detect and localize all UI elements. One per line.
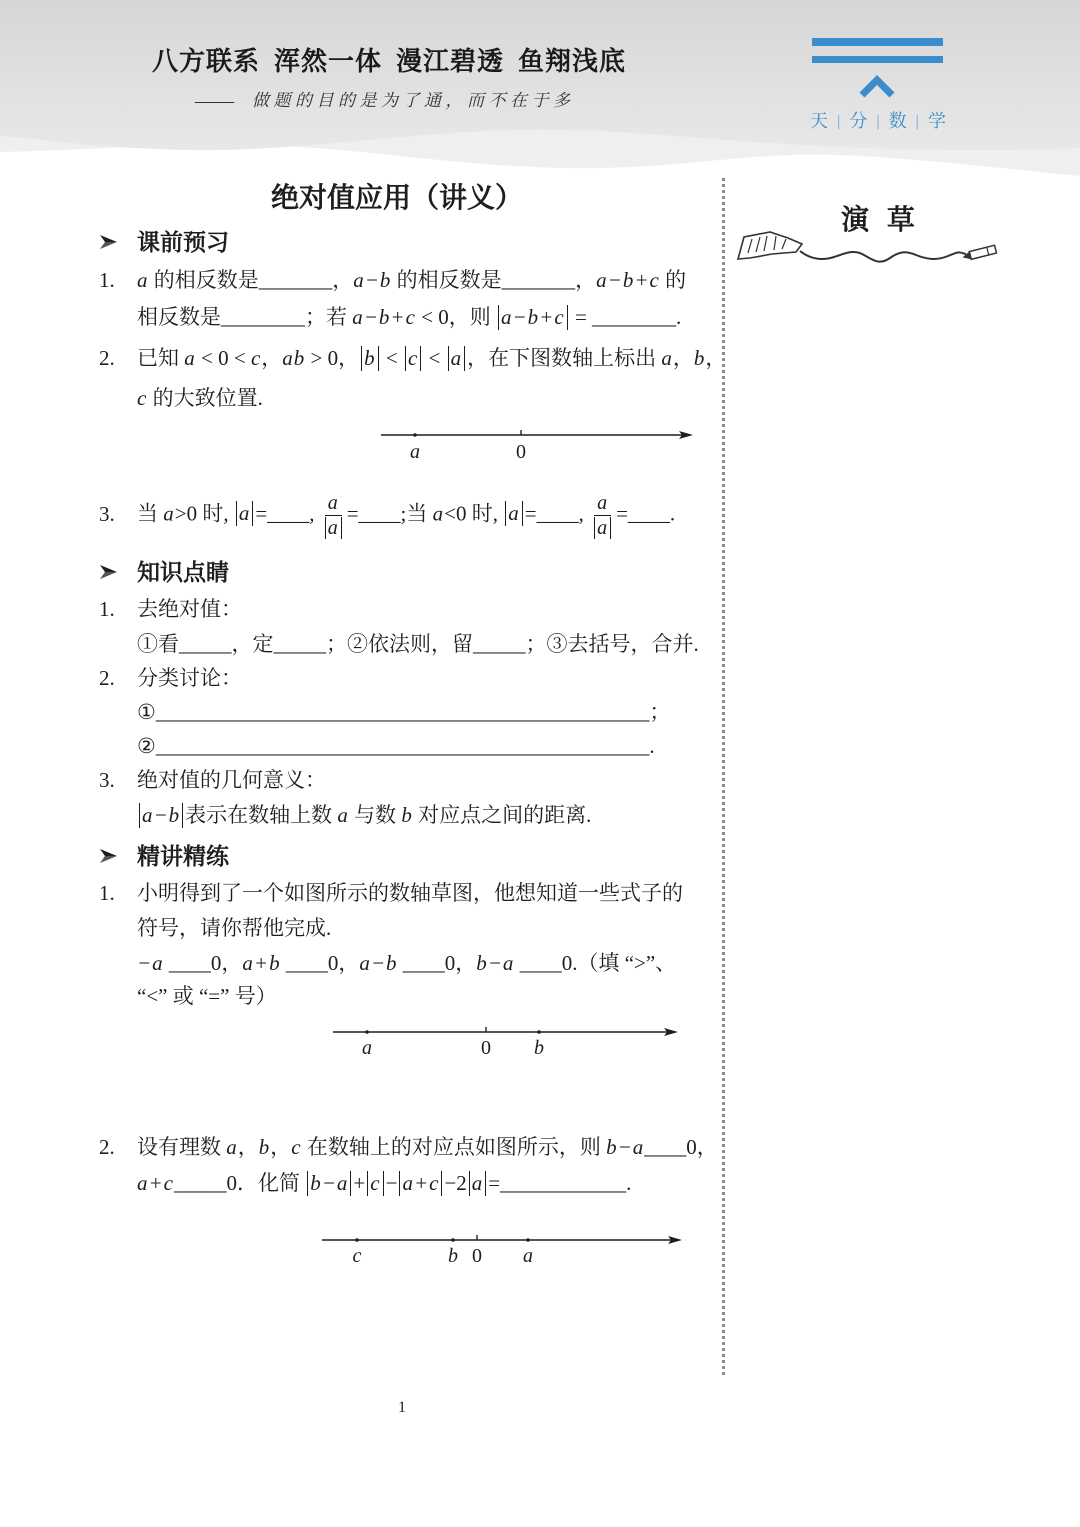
math-expression: a	[327, 517, 339, 539]
point-marker	[355, 1238, 359, 1242]
item-number: 2.	[99, 346, 115, 370]
text-run: =	[616, 501, 628, 526]
text-run: 在数轴上的对应点如图所示，则	[301, 1135, 607, 1159]
fraction	[592, 492, 613, 539]
text-run: <0 时,	[444, 501, 504, 526]
point-marker	[365, 1030, 369, 1034]
motto-phrase: 漫江碧透	[396, 47, 505, 77]
text-run: =	[569, 305, 593, 329]
text-run: ，	[332, 268, 354, 292]
answer-blank: _______	[258, 268, 333, 292]
text-run: .	[626, 1171, 632, 1195]
absolute-value	[594, 517, 611, 539]
number-line	[310, 1223, 695, 1268]
text-run: 0，	[327, 951, 360, 975]
fraction-denominator	[323, 516, 344, 539]
text-run: ，	[705, 346, 727, 370]
text-line	[137, 302, 681, 332]
text-run: 的	[659, 268, 687, 292]
text-line	[137, 981, 277, 1011]
text-run: ①看	[137, 632, 179, 656]
answer-blank: ____	[358, 501, 401, 526]
math-expression: b−a	[606, 1135, 645, 1159]
text-run: 与数	[348, 803, 402, 827]
math-expression: a	[432, 501, 445, 526]
point-label: a	[410, 441, 420, 463]
answer-blank: _______________________________________________	[155, 700, 650, 724]
text-run: <	[423, 346, 446, 370]
text-run: =	[524, 501, 537, 526]
math-expression: a−b+c	[352, 305, 416, 329]
fraction-numerator	[594, 492, 611, 516]
number-line	[370, 420, 710, 465]
answer-blank: _______	[501, 268, 576, 292]
brand-char: 学	[927, 111, 946, 132]
text-run: 分类讨论：	[137, 666, 242, 690]
text-line	[137, 800, 591, 830]
subtitle-text: 做题的目的是为了通，而不在于多	[252, 91, 575, 110]
point-label: 0	[481, 1037, 491, 1059]
answer-blank: _______________________________________________	[155, 734, 650, 758]
math-expression: a+c	[402, 1171, 440, 1195]
text-run: ②	[137, 734, 156, 758]
math-expression: −a	[137, 951, 164, 975]
text-line	[137, 913, 331, 943]
brand-char: 分	[849, 111, 868, 132]
text-line	[137, 383, 263, 413]
text-run: ；③去括号，合并.	[525, 632, 699, 656]
item-number: 2.	[99, 1135, 115, 1159]
text-run: .	[669, 501, 676, 526]
math-expression: a	[238, 501, 251, 526]
item-number: 1.	[99, 597, 115, 621]
fraction	[323, 492, 344, 539]
text-run: ；	[649, 700, 671, 724]
text-run: 符号，请你帮他完成.	[137, 916, 332, 940]
text-run: 小明得到了一个如图所示的数轴草图，他想知道一些式子的	[137, 881, 683, 905]
text-run: 相反数是	[137, 305, 221, 329]
absolute-value	[448, 346, 466, 371]
section-heading: 知识点睛	[137, 560, 229, 586]
scratch-title: 演 草	[841, 203, 919, 236]
text-run: .	[676, 305, 682, 329]
brand-name	[810, 110, 946, 134]
absolute-value	[498, 305, 568, 330]
absolute-value	[236, 501, 254, 526]
text-run: ①	[137, 700, 156, 724]
item-number: 1.	[99, 881, 115, 905]
page-number: 1	[398, 1399, 406, 1416]
math-expression: b−a	[310, 1171, 349, 1195]
text-run: ，	[237, 1135, 259, 1159]
text-run: =	[255, 501, 268, 526]
text-run: ;当	[400, 501, 433, 526]
text-run: 的大致位置.	[147, 386, 263, 410]
text-run: +	[353, 1171, 366, 1195]
answer-blank: ____	[285, 951, 328, 975]
motto-phrase: 鱼翔浅底	[518, 47, 627, 77]
answer-blank: ____	[627, 501, 670, 526]
point-label: a	[362, 1037, 372, 1059]
absolute-value	[405, 346, 421, 371]
text-line	[137, 492, 675, 539]
point-marker	[537, 1030, 541, 1034]
logo-bar-bottom	[812, 56, 943, 63]
text-run: ；②依法则，留	[326, 632, 473, 656]
arrow-bullet-icon	[99, 848, 118, 864]
point-label: 0	[516, 441, 526, 463]
math-expression: a	[450, 346, 463, 370]
text-run: 绝对值的几何意义：	[137, 768, 326, 792]
answer-blank: _____	[273, 632, 326, 656]
math-expression: a+b	[242, 951, 281, 975]
text-run: ,	[309, 501, 320, 526]
fraction-numerator	[325, 492, 342, 516]
text-run: ，定	[231, 632, 274, 656]
answer-blank: ____	[267, 501, 310, 526]
item-number: 3.	[99, 768, 115, 792]
text-run: 0.（填 “>”、	[561, 951, 677, 975]
text-run: ，	[672, 346, 694, 370]
logo-bar-top	[812, 38, 943, 46]
text-line	[137, 1168, 631, 1198]
absolute-value	[307, 1171, 351, 1196]
text-run: < 0，则	[415, 305, 497, 329]
absolute-value	[505, 501, 523, 526]
text-run: 去绝对值：	[137, 597, 242, 621]
answer-blank: ____	[519, 951, 562, 975]
math-expression: a−b	[353, 268, 392, 292]
math-expression: c	[370, 1171, 381, 1195]
item-number: 2.	[99, 666, 115, 690]
text-run: 0，	[444, 951, 477, 975]
math-expression: b	[364, 346, 376, 370]
math-expression: a	[226, 1135, 238, 1159]
math-expression: c	[137, 386, 148, 410]
math-expression: b−a	[476, 951, 515, 975]
subtitle-dash: ——	[195, 90, 233, 112]
page-title: 绝对值应用（讲义）	[270, 181, 523, 214]
brand-separator: |	[875, 114, 881, 130]
answer-blank: ________	[221, 305, 305, 329]
math-expression: a+c	[137, 1171, 174, 1195]
answer-blank: ________	[592, 305, 677, 329]
point-label: c	[352, 1245, 362, 1267]
brand-separator: |	[914, 114, 920, 130]
point-marker	[526, 1238, 530, 1242]
text-run: 0，	[686, 1135, 718, 1159]
math-expression: a−b	[359, 951, 398, 975]
math-expression: a	[597, 492, 609, 514]
text-line	[137, 594, 242, 624]
math-expression: c	[407, 346, 419, 370]
item-number: 3.	[99, 502, 115, 526]
text-line	[137, 697, 670, 727]
text-run: >0 时,	[174, 501, 234, 526]
arrow-bullet-icon	[99, 234, 118, 250]
text-line	[137, 1132, 718, 1162]
math-expression: a	[508, 501, 520, 526]
text-run: =	[346, 501, 359, 526]
text-line	[137, 343, 726, 373]
math-expression: a	[184, 346, 196, 370]
absolute-value	[325, 517, 342, 539]
answer-blank: _____	[473, 632, 526, 656]
math-expression: a−b	[142, 803, 181, 827]
item-number: 1.	[99, 268, 115, 292]
answer-blank: ____	[644, 1135, 687, 1159]
text-line	[137, 663, 242, 693]
text-run: ，	[270, 1135, 292, 1159]
point-marker	[451, 1238, 455, 1242]
text-run: 0，	[210, 951, 243, 975]
math-expression: a−b+c	[501, 305, 565, 329]
text-run: .	[649, 734, 655, 758]
text-run: ；若	[305, 305, 353, 329]
text-run: ,	[578, 501, 590, 526]
number-line	[320, 1015, 690, 1060]
text-run: <	[380, 346, 403, 370]
text-run: 的相反数是	[148, 268, 259, 292]
brand-separator: |	[836, 114, 842, 130]
math-expression: b	[693, 346, 706, 370]
text-run: < 0 <	[195, 346, 251, 370]
text-line	[137, 765, 326, 795]
text-run: ，	[575, 268, 597, 292]
absolute-value	[361, 346, 379, 371]
brand-char: 数	[888, 111, 907, 132]
text-run: “<” 或 “=” 号）	[137, 984, 277, 1008]
brand-char: 天	[810, 111, 828, 132]
text-line	[137, 265, 686, 295]
absolute-value	[399, 1171, 442, 1196]
text-run: −	[385, 1171, 398, 1195]
answer-blank: _____	[174, 1171, 227, 1195]
math-expression: b	[401, 803, 413, 827]
math-expression: a	[471, 1171, 484, 1195]
text-line	[137, 731, 655, 761]
answer-blank: ____	[536, 501, 579, 526]
point-label: 0	[472, 1245, 482, 1267]
answer-blank: ____	[168, 951, 211, 975]
text-run: 0．化简	[226, 1171, 306, 1195]
section-heading: 课前预习	[137, 230, 229, 256]
text-run: ，	[261, 346, 283, 370]
answer-blank: _____	[179, 632, 232, 656]
text-line	[137, 878, 683, 908]
math-expression: a	[661, 346, 673, 370]
text-run: > 0，	[305, 346, 360, 370]
answer-blank: ____________	[500, 1171, 627, 1195]
section-heading: 精讲精练	[137, 844, 229, 870]
text-run: 的相反数是	[391, 268, 502, 292]
math-expression: a	[327, 492, 339, 514]
text-run: 当	[137, 501, 164, 526]
point-label: a	[523, 1245, 533, 1267]
arrow-bullet-icon	[99, 564, 118, 580]
text-run: =	[488, 1171, 501, 1195]
math-expression: ab	[282, 346, 306, 370]
text-run: −2	[444, 1171, 467, 1195]
math-expression: a	[137, 268, 149, 292]
answer-blank: ____	[402, 951, 445, 975]
math-expression: a−b+c	[596, 268, 660, 292]
text-run: 表示在数轴上数	[185, 803, 338, 827]
text-line	[137, 629, 699, 659]
math-expression: c	[250, 346, 262, 370]
text-line	[137, 948, 676, 978]
point-marker	[413, 433, 417, 437]
chevron-up-icon	[859, 74, 897, 100]
absolute-value	[469, 1171, 487, 1196]
math-expression: a	[597, 517, 609, 539]
text-run: ，在下图数轴上标出	[467, 346, 662, 370]
motto-phrase: 八方联系	[152, 47, 261, 77]
absolute-value	[367, 1171, 383, 1196]
math-expression: b	[258, 1135, 271, 1159]
point-label: b	[534, 1037, 544, 1059]
pen-scribble-illustration	[730, 225, 1000, 270]
header-motto	[152, 44, 640, 80]
text-run: 已知	[137, 346, 185, 370]
text-run: 设有理数	[137, 1135, 227, 1159]
math-expression: c	[291, 1135, 302, 1159]
fraction-denominator	[592, 516, 613, 539]
point-label: b	[448, 1245, 458, 1267]
text-run: 对应点之间的距离.	[412, 803, 592, 827]
math-expression: a	[337, 803, 349, 827]
motto-phrase: 浑然一体	[274, 47, 383, 77]
math-expression: a	[163, 501, 175, 526]
absolute-value	[139, 803, 183, 828]
